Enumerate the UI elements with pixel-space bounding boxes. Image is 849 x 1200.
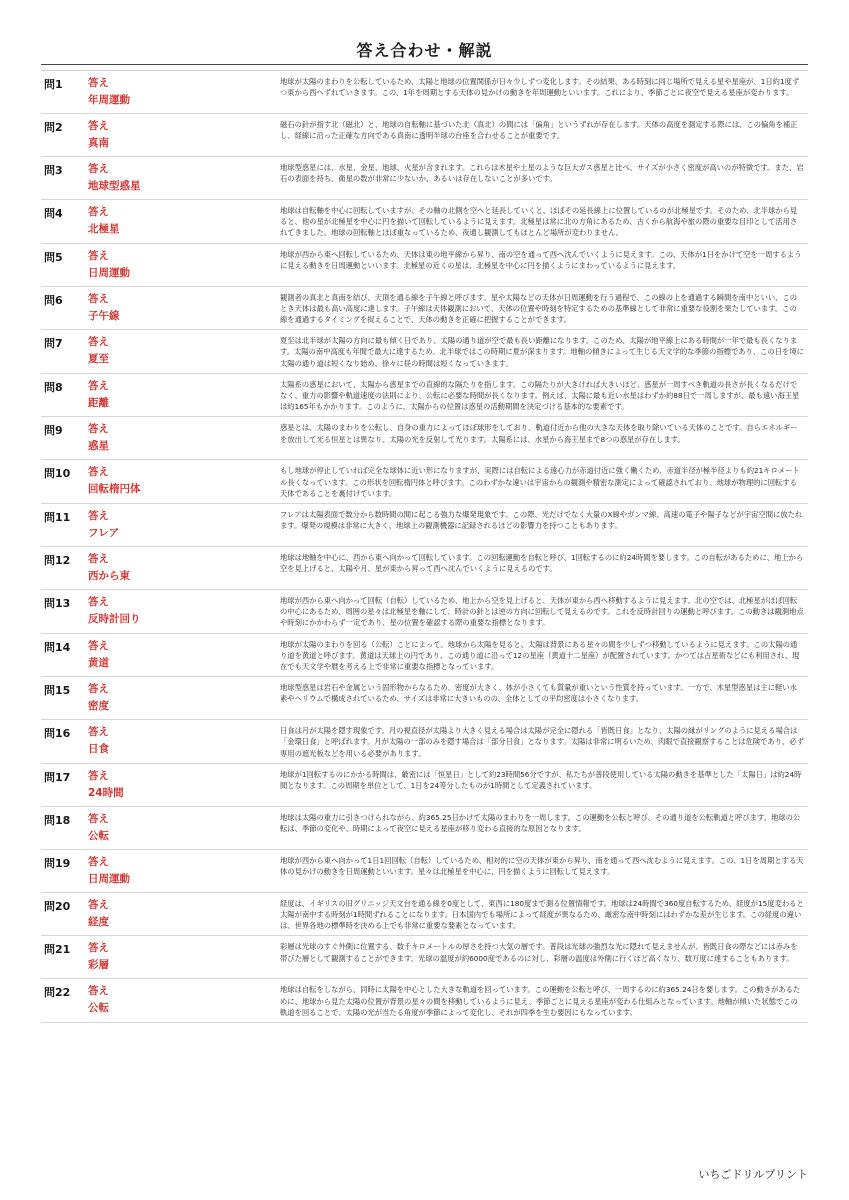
answer-row [41,720,808,764]
question-number: 問22 [44,986,71,1000]
answer-block [88,421,280,455]
answer-label: 答え [88,898,109,911]
answer-term: 公転 [88,829,109,842]
answer-block [88,811,280,845]
answer-row [41,460,808,504]
answer-row [41,807,808,850]
answer-term: フレア [88,527,120,540]
answer-row [41,547,808,590]
explanation-text: 地球は自転軸を中心に回転していますが、その軸の北側を空へと延長していくと、ほぼその延長線上に位置しているのが北極星です。そのため、北半球から見ると、他の星が北極星を中心に円を描いて回転しているように見えます。北極星は常に北の方角にあるため、古くから航海や旅の際の重要な目印として活用されてきました。地球の回転軸とほぼ重なっているため、夜通し観測してもほとんど場所が変わりません。 [280,206,798,238]
answer-row [41,287,808,331]
question-number: 問7 [44,337,63,351]
answer-label: 答え [88,379,109,392]
answer-row [41,71,808,114]
question-number: 問13 [44,597,71,611]
answer-row [41,936,808,979]
explanation-text: もし地球が停止していれば完全な球体に近い形になりますが、実際には自転による遠心力が赤道付近に強く働くため、赤道半径が極半径よりも約21キロメートル長くなっています。この形状を回転楕円体と呼びます。このわずかな違いは宇宙からの観測や精密な測定によって確認されており、地球が物理的に回転する天体であることを裏付けています。 [280,466,800,498]
answer-row [41,893,808,937]
answer-row [41,850,808,893]
answer-block [88,638,280,673]
explanation-text: 地球は地軸を中心に、西から東へ向かって回転しています。この回転運動を自転と呼び、1回転するのに約24時間を要します。この自転があるために、地上から空を見上げると、太陽や月、星が東から昇って西へ沈んでいくように見えるのです。 [280,553,804,574]
answer-row [41,590,808,634]
answer-term: 日周運動 [88,266,130,279]
answer-label: 答え [88,466,109,479]
answer-row [41,330,808,374]
answer-term: 距離 [88,396,109,409]
explanation-text: フレアは太陽表面で数分から数時間の間に起こる強力な爆発現象です。この際、光だけでなく大量のX線やガンマ線、高速の電子や陽子などが宇宙空間に放たれます。爆発の規模は非常に大きく、地球上の観測機器に記録されるほどの影響力を持つこともあります。 [280,510,803,531]
answer-label: 答え [88,423,109,436]
question-number: 問5 [44,250,63,264]
answer-label: 答え [88,596,109,609]
page-title: 答え合わせ・解説 [356,41,493,60]
answer-term: 年周運動 [88,94,130,106]
answer-term: 日周運動 [88,872,130,885]
answer-term: 密度 [88,700,109,713]
answer-term: 回転楕円体 [88,483,141,496]
question-number: 問15 [44,684,71,698]
answer-block [88,854,280,888]
explanation-text: 日食は月が太陽を隠す現象です。月の視直径が太陽より大きく見える場合は太陽が完全に隠れる「皆既日食」となり、太陽の縁がリングのように見える場合は「金環日食」と呼ばれます。月が太陽の一部のみを隠す場合は「部分日食」となります。太陽は非常に明るいため、肉眼で直接観察することは危険であり、必ず専用の遮光板などを用いる必要があります。 [280,726,804,758]
answer-row [41,417,808,460]
answer-row [41,244,808,287]
answer-row [41,157,808,200]
answer-label: 答え [88,683,109,696]
answer-label: 答え [88,77,109,89]
explanation-text: 観測者の真北と真南を結び、天頂を通る線を子午線と呼びます。星や太陽などの天体が日周運動を行う過程で、この線の上を通過する瞬間を南中といい、このとき天体は最も高い高度に達します。子午線は天体観測において、天体の位置や時刻を特定するための基準線として非常に重要な役割を果たしています。この線を通過するタイミングを捉えることで、天体の動きを正確に把握することができます。 [280,292,798,325]
answer-label: 答え [88,985,109,998]
question-number: 問2 [44,121,63,134]
answer-label: 答え [88,553,109,566]
explanation-text: 地球が1回転するのにかかる時間は、厳密には「恒星日」として約23時間56分ですが、私たちが普段使用している太陽の動きを基準とした「太陽日」は約24時間となります。この周期を単位として、1日を24等分したものが1時間として定義されています。 [280,769,802,791]
answer-row [41,677,808,720]
question-number: 問1 [44,78,63,91]
answer-label: 答え [88,769,109,782]
answer-term: 北極星 [88,223,120,235]
answer-term: 地球型惑星 [88,180,141,192]
answer-block [88,768,280,802]
answer-term: 真南 [88,137,109,149]
answer-block [88,940,280,974]
answer-row [41,979,808,1023]
answer-row [41,504,808,547]
question-number: 問3 [44,164,63,177]
explanation-text: 地球型惑星は岩石や金属という固形物からなるため、密度が大きく、体が小さくても質量が重いという性質を持っています。一方で、木星型惑星は主に軽い水素やヘリウムで構成されているため、サイズは非常に大きいものの、全体としての平均密度は小さくなります。 [280,683,797,704]
answer-block [88,334,280,369]
question-number: 問21 [44,943,71,957]
question-number: 問16 [44,727,71,741]
answer-block [88,681,280,715]
question-number: 問6 [44,293,63,307]
answer-block [88,378,280,413]
question-number: 問11 [44,511,71,525]
explanation-text: 地球が西から東へ向かって回転（自転）しているため、地上から空を見上げると、天体が東から西へ移動するように見えます。北の空では、北極星がほぼ回転の中心にあるため、周囲の星々は北極星を軸にして、時計の針とは逆の方向に回転して見えるのです。これを反時計回りの運動と呼びます。この動きは観測地点や時刻にかかわらず一定であり、星の位置を確認する際の重要な指標となります。 [280,596,804,628]
question-number: 問18 [44,813,71,827]
explanation-text: 惑星とは、太陽のまわりを公転し、自身の重力によってほぼ球形をしており、軌道付近から他の大きな天体を取り除いている天体のことです。自らエネルギーを放出して光る恒星とは異なり、太陽の光を反射して光ります。太陽系には、水星から海王星まで8つの惑星が存在します。 [280,423,798,444]
answer-list [41,70,808,1023]
answer-term: 夏至 [88,353,109,366]
explanation-text: 地球が太陽のまわりを回る（公転）ことによって、地球から太陽を見ると、太陽は背景にある星々の間を少しずつ移動しているように見えます。この太陽の通り道を黄道と呼びます。黄道は天球上の円であり、この通り道に沿って12の星座（黄道十二星座）が配置されています。かつては占星術などにも利用され、現在でも天文学や暦を考える上で非常に重要な指標となっています。 [280,639,800,672]
answer-term: 24時間 [88,786,124,799]
answer-term: 子午線 [88,309,120,322]
answer-label: 答え [88,249,109,262]
question-number: 問12 [44,554,71,568]
answer-block [88,897,280,932]
answer-label: 答え [88,726,109,739]
answer-row [41,114,808,157]
explanation-text: 磁石の針が指す北（磁北）と、地球の自転軸に基づいた北（真北）の間には「偏角」というずれが存在します。天体の高度を測定する際には、この偏角を補正し、経線に沿った正確な方向である真南に透明半球の台座を合わせることが重要です。 [280,120,798,141]
answer-term: 日食 [88,743,109,756]
explanation-text: 地球が西から東へ向かって1日1回回転（自転）しているため、相対的に空の天体が東から昇り、南を通って西へ沈むように見えます。この、1日を周期とする天体の見かけの動きを日周運動といいます。星々は北極星を中心に、円を描くように回転して見えます。 [280,855,804,877]
answer-block [88,724,280,759]
answer-block [88,464,280,499]
explanation-text: 地球が西から東へ回転しているため、天体は東の地平線から昇り、南の空を通って西へ沈んでいくように見えます。この、天体が1日をかけて空を一周するように見える動きを日周運動といいます。北極星の近くの星は、北極星を中心に円を描くようにまわっているように見えます。 [280,249,802,270]
answer-term: 西から東 [88,570,130,583]
answer-block [88,508,280,542]
answer-block [88,551,280,585]
answer-label: 答え [88,120,109,132]
answer-label: 答え [88,942,109,955]
explanation-text: 地球が太陽のまわりを公転しているため、太陽と地球の位置関係が日々少しずつ変化します。その結果、ある時刻に同じ場所で見える星や星座が、1日約1度ずつ東から西へずれていきます。この、1年を周期とする天体の見かけの動きを年周運動といいます。これにより、季節ごとに夜空で見える星座が変わります。 [280,77,800,98]
answer-term: 経度 [88,915,109,928]
answer-term: 反時計回り [88,613,141,626]
answer-block [88,291,280,326]
answer-label: 答え [88,206,109,218]
explanation-text: 夏至は北半球が太陽の方向に最も傾く日であり、太陽の通り道が空で最も長い距離になります。このため、太陽が地平線上にある時間が一年で最も長くなります。太陽の南中高度も年間で最大に達するため、北半球ではこの時期に夏が深まります。地軸の傾きによって生じる天文学的な季節の指標であり、この日を境に太陽の通り道は短くなり始め、徐々に昼の時間は短くなっていきます。 [280,336,804,368]
footer-brand: いちごドリルプリント [698,1168,808,1181]
answer-block [88,594,280,629]
explanation-text: 太陽系の惑星において、太陽から惑星までの直線的な隔たりを指します。この隔たりが大きければ大きいほど、惑星が一周すべき軌道の長さが長くなるだけでなく、重力の影響や軌道速度の法則により、公転に必要な時間が長くなります。例えば、太陽に最も近い水星はわずか約88日で一周しますが、最も遠い海王星は約165年もかかります。このように、太陽からの位置は惑星の活動期間を決定づける基本的な要素です。 [280,379,800,412]
answer-term: 彩層 [88,959,109,972]
explanation-text: 地球は太陽の重力に引きつけられながら、約365.25日かけて太陽のまわりを一周します。この運動を公転と呼び、その通り道を公転軌道と呼びます。地球の公転は、季節の変化や、時期によって夜空に見える星座が移り変わる直接的な原因となります。 [280,812,801,834]
answer-label: 答え [88,336,109,349]
explanation-text: 地球は自転をしながら、同時に太陽を中心とした大きな軌道を回っています。この運動を公転と呼び、一周するのに約365.24日を要します。この動きがあるために、地球から見た太陽の位置が背景の星々の間を移動しているように見え、季節ごとに見える星座が変わる仕組みとなっています。地軸が傾いた状態でこの軌道を回ることで、太陽の光が当たる角度が季節によって変化し、それが四季を生む要因にもなっています。 [280,985,801,1017]
question-number: 問14 [44,640,71,654]
answer-term: 公転 [88,1002,109,1015]
answer-block [88,204,280,239]
question-number: 問20 [44,899,71,913]
answer-term: 惑星 [88,440,109,453]
answer-row [41,764,808,807]
answer-row [41,374,808,418]
question-number: 問10 [44,467,71,481]
question-number: 問17 [44,770,71,784]
answer-label: 答え [88,510,109,523]
answer-label: 答え [88,855,109,868]
explanation-text: 経度は、イギリスの旧グリニッジ天文台を通る線を0度として、東西に180度まで測る位置情報です。地球は24時間で360度自転するため、経度が15度変わると太陽が南中する時刻が1時間ずれることになります。日本国内でも場所によって経度が異なるため、厳密な南中時刻にはわずかな差が生じます。この経度の違いは、世界各地の標準時を決める上でも非常に重要な要素となっています。 [280,898,804,931]
answer-label: 答え [88,292,109,305]
answer-label: 答え [88,163,109,175]
answer-block [88,983,280,1018]
answer-row [41,200,808,244]
title-divider [41,64,808,65]
answer-block [88,248,280,282]
question-number: 問8 [44,380,63,394]
question-number: 問19 [44,856,71,870]
question-number: 問9 [44,424,63,438]
answer-block [88,75,280,109]
answer-block [88,161,280,195]
answer-row [41,634,808,678]
answer-term: 黄道 [88,656,109,669]
answer-block [88,118,280,152]
answer-label: 答え [88,812,109,825]
explanation-text: 地球型惑星には、水星、金星、地球、火星が含まれます。これらは木星や土星のような巨大ガス惑星と比べ、サイズが小さく密度が高いのが特徴です。また、岩石の表面を持ち、衛星の数が非常に少ないか、あるいは存在しないことが多いです。 [280,163,804,184]
answer-label: 答え [88,639,109,652]
question-number: 問4 [44,207,63,220]
explanation-text: 彩層は光球のすぐ外側に位置する、数千キロメートルの厚さを持つ大気の層です。普段は光球の強烈な光に隠れて見えませんが、皆既日食の際などには赤みを帯びた層として観測することができます。光球の温度が約6000度であるのに対し、彩層の温度は外側に行くほど高くなり、数万度に達することもあります。 [280,942,798,963]
